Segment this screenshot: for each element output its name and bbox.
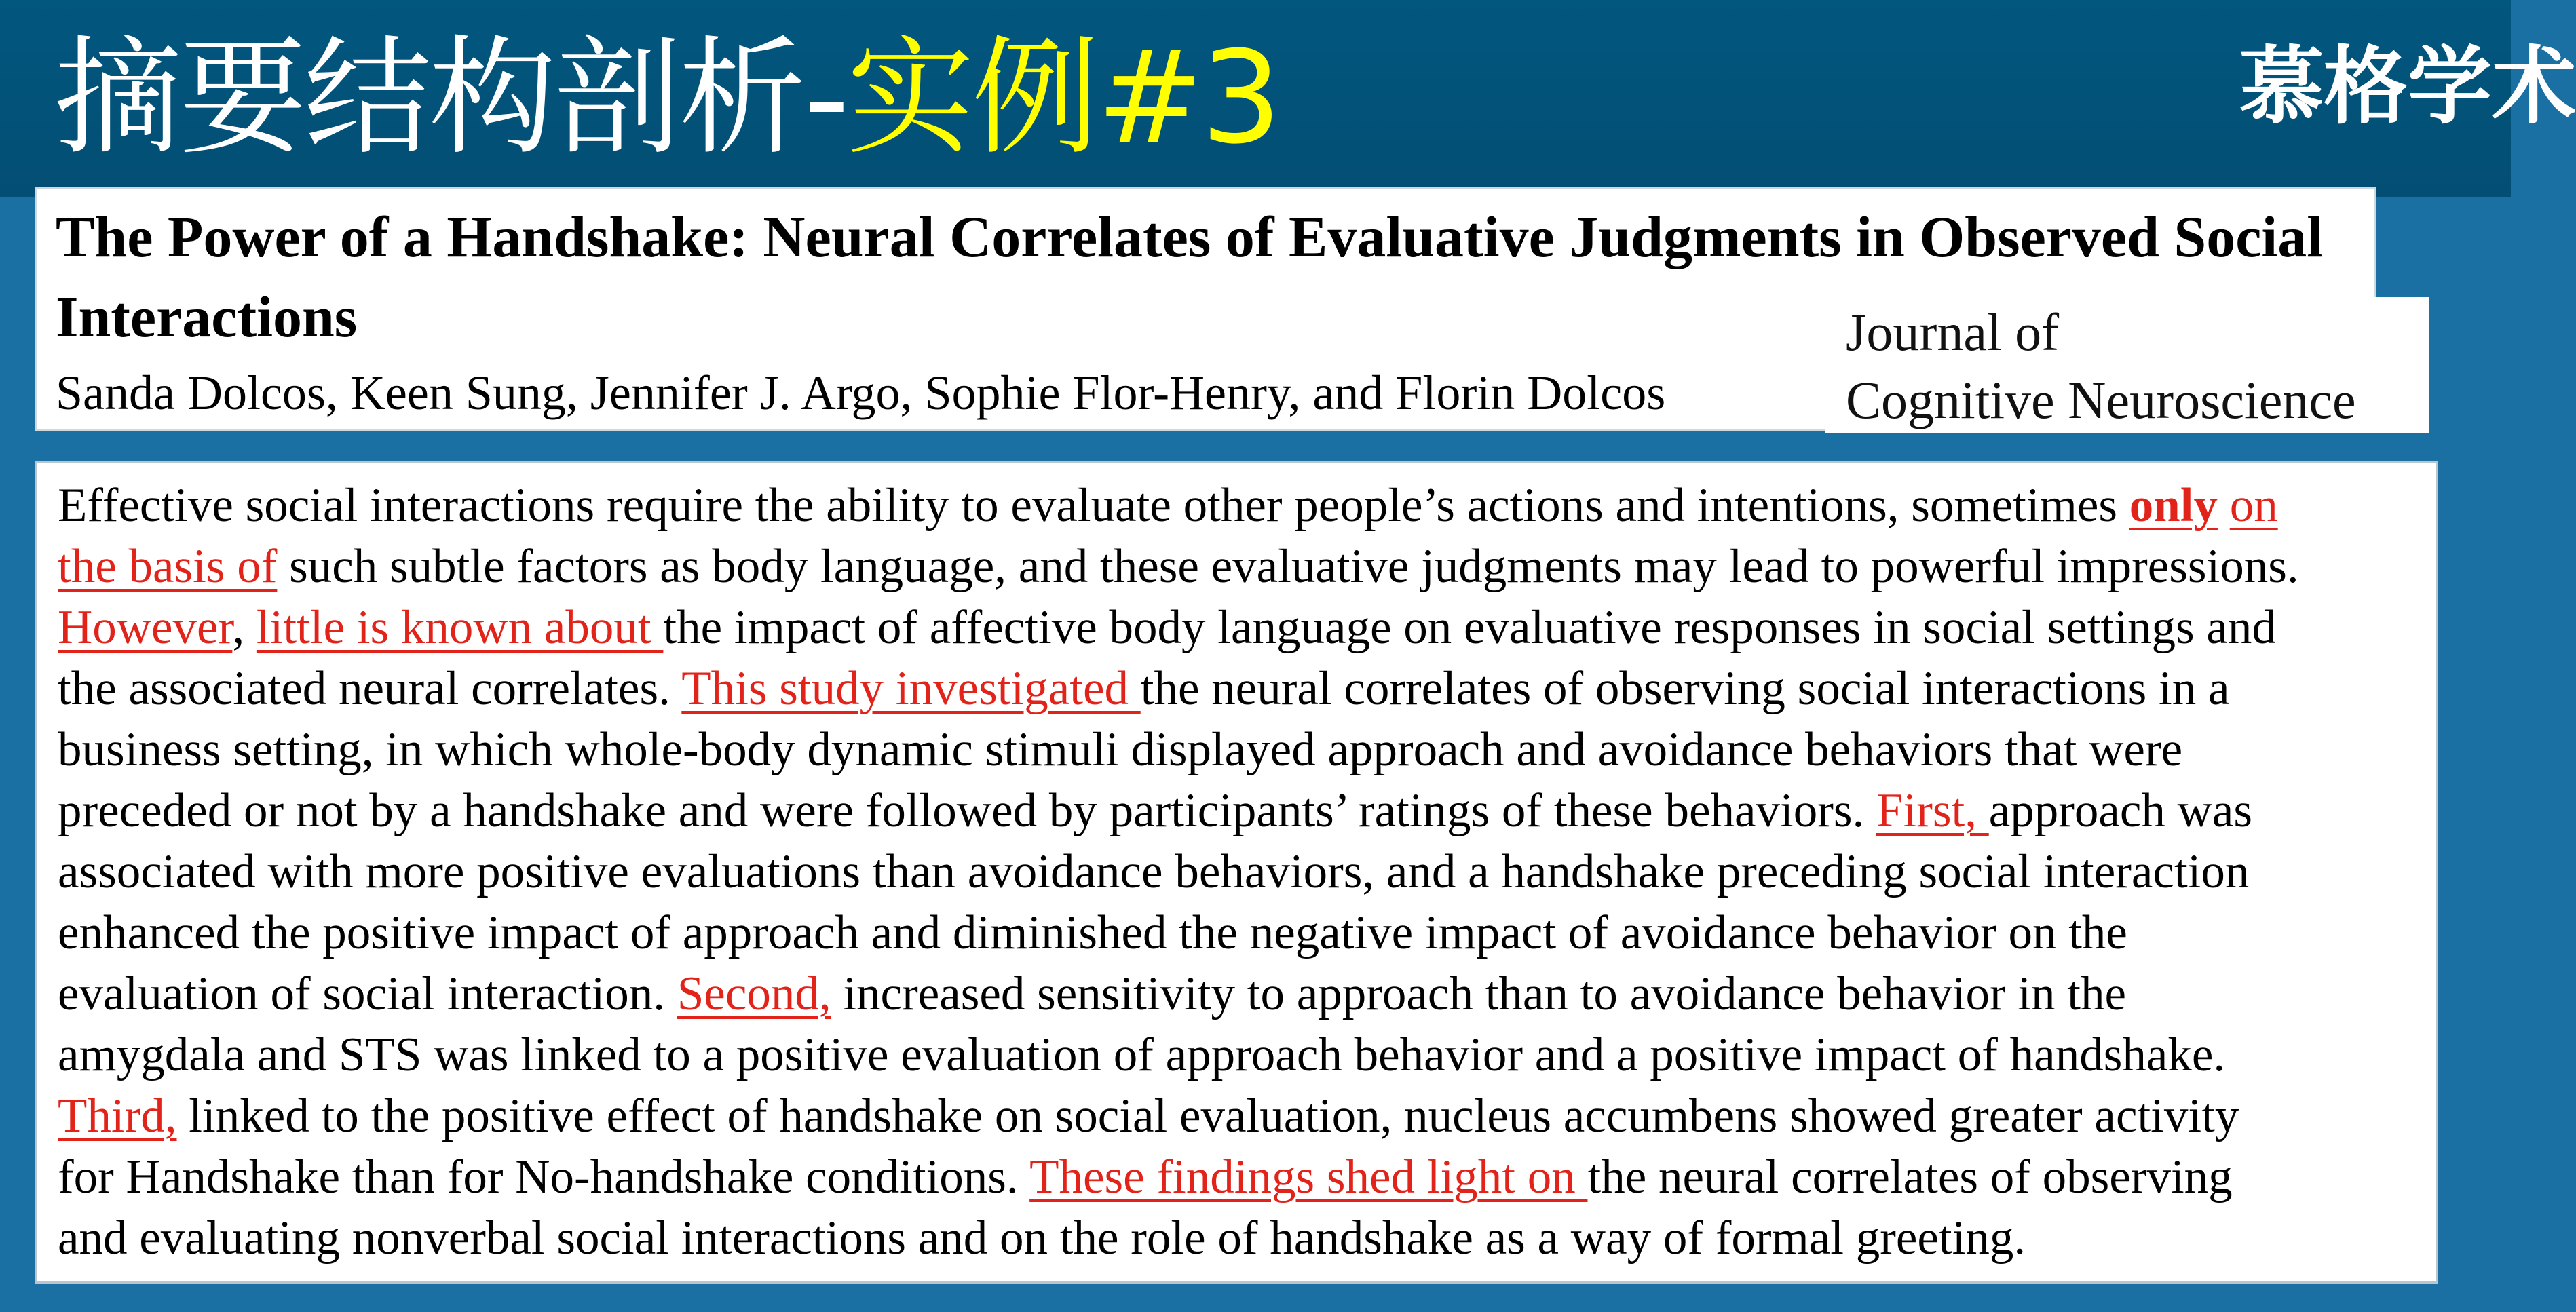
abstract-line (58, 902, 2446, 963)
abstract-key-phrase: the basis of (58, 540, 278, 593)
abstract-key-phrase: First, (1876, 784, 1989, 837)
abstract-key-phrase: These findings shed light on (1029, 1151, 1588, 1203)
abstract-text-run: linked to the positive effect of handshake on social evaluation, nucleus accumbens showed greater activity (176, 1089, 2239, 1142)
abstract-line (58, 1208, 2446, 1269)
abstract-line (58, 536, 2446, 597)
brand-logo-text: 慕格学术 (2239, 38, 2576, 136)
abstract-text-run: Effective social interactions require the ability to evaluate other people’s actions and intentions, sometimes (58, 479, 2129, 532)
abstract-text-run: the neural correlates of observing (1587, 1151, 2233, 1203)
abstract-line (58, 1085, 2446, 1146)
abstract-line (58, 780, 2446, 841)
abstract-line (58, 719, 2446, 780)
abstract-text-run (2218, 479, 2230, 532)
abstract-line (58, 963, 2446, 1024)
abstract-line (58, 658, 2446, 719)
abstract-text-run: enhanced the positive impact of approach and diminished the negative impact of avoidance behavior on the (58, 906, 2127, 959)
journal-name (1846, 298, 2356, 434)
abstract-key-phrase: on (2229, 479, 2278, 532)
abstract-text-run: the impact of affective body language on evaluative responses in social settings and (663, 601, 2276, 654)
abstract-line (58, 597, 2446, 658)
abstract-text-run: and evaluating nonverbal social interactions and on the role of handshake as a way of formal greeting. (58, 1212, 2026, 1265)
abstract-text-run: increased sensitivity to approach than to avoidance behavior in the (831, 967, 2127, 1020)
abstract-text-run: for Handshake than for No-handshake conditions. (58, 1151, 1030, 1203)
abstract-line (58, 1024, 2446, 1085)
abstract-key-phrase: Third, (58, 1089, 177, 1142)
paper-authors: Sanda Dolcos, Keen Sung, Jennifer J. Argo, Sophie Flor-Henry, and Florin Dolcos (56, 366, 1666, 420)
abstract-key-phrase: only (2129, 479, 2218, 532)
abstract-key-phrase: This study investigated (681, 662, 1141, 715)
abstract-line (58, 841, 2446, 902)
paper-title: The Power of a Handshake: Neural Correlates of Evaluative Judgments in Observed Social Interactions (56, 204, 2324, 349)
abstract-line (58, 1146, 2446, 1208)
abstract-text-run: the neural correlates of observing social interactions in a (1140, 662, 2230, 715)
abstract-text-run: evaluation of social interaction. (58, 967, 677, 1020)
slide-title (54, 20, 1279, 176)
slide-title-example: 实例#3 (846, 24, 1279, 172)
journal-name-line-1: Journal of (1846, 303, 2060, 362)
abstract-key-phrase: However (58, 601, 233, 654)
abstract-text-run: associated with more positive evaluations than avoidance behaviors, and a handshake preceding social interaction (58, 845, 2250, 898)
abstract-line (58, 475, 2446, 536)
abstract-text-run: the associated neural correlates. (58, 662, 682, 715)
journal-name-line-2: Cognitive Neuroscience (1846, 370, 2356, 429)
abstract-text (58, 475, 2446, 1269)
abstract-text-run: such subtle factors as body language, and these evaluative judgments may lead to powerful impressions. (277, 540, 2299, 593)
abstract-text-run: approach was (1988, 784, 2253, 837)
abstract-text-run: preceded or not by a handshake and were followed by participants’ ratings of these behaviors. (58, 784, 1876, 837)
abstract-text-run: , (232, 601, 257, 654)
abstract-text-run: amygdala and STS was linked to a positive evaluation of approach behavior and a positive impact of handshake. (58, 1028, 2226, 1081)
abstract-text-run: business setting, in which whole-body dynamic stimuli displayed approach and avoidance behaviors that were (58, 723, 2183, 776)
abstract-key-phrase: Second, (677, 967, 831, 1020)
slide-title-main: 摘要结构剖析- (54, 24, 847, 172)
abstract-key-phrase: little is known about (256, 601, 664, 654)
